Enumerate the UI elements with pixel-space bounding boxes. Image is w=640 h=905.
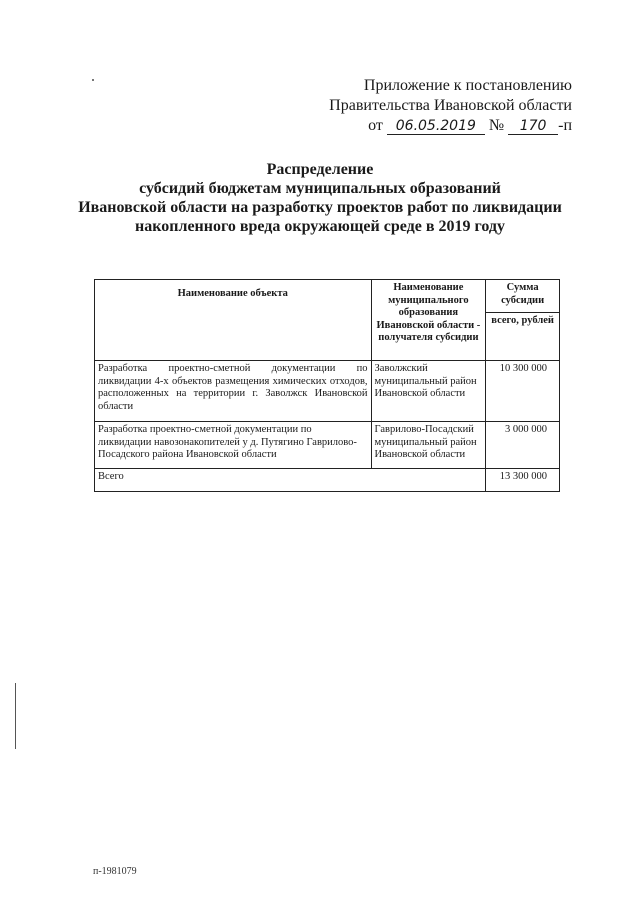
appendix-line-1: Приложение к постановлению: [363, 77, 572, 94]
table-header-row: [95, 280, 560, 313]
title-line-4: накопленного вреда окружающей среде в 2019 году: [135, 218, 505, 235]
number-label: №: [488, 117, 505, 134]
handwritten-date: 06.05.2019: [387, 118, 485, 135]
header-sum-sub: всего, рублей: [486, 313, 560, 361]
row-municipality: Заволжский муниципальный район Ивановской области: [371, 361, 486, 422]
appendix-header: [329, 76, 572, 136]
header-object: Наименование объекта: [95, 280, 372, 361]
from-label: от: [368, 117, 383, 134]
table-row: [95, 361, 560, 422]
title-line-3: Ивановской области на разработку проектов работ по ликвидации: [78, 199, 562, 216]
total-label: Всего: [95, 469, 486, 492]
row-municipality: Гаврилово-Посадский муниципальный район Ивановской области: [371, 422, 486, 469]
row-object: Разработка проектно-сметной документации по ликвидации 4-х объектов размещения химических отходов, расположенных на территории г. Заволжск Ивановской области: [95, 361, 372, 422]
table-row: [95, 422, 560, 469]
appendix-line-2: Правительства Ивановской области: [329, 97, 572, 114]
row-sum: 10 300 000: [486, 361, 560, 422]
document-title: [0, 160, 640, 236]
document-code: п-1981079: [93, 866, 137, 877]
title-line-2: субсидий бюджетам муниципальных образований: [139, 180, 501, 197]
header-municipality: Наименование муниципального образования Ивановской области - получателя субсидии: [371, 280, 486, 361]
subsidy-distribution-table: [94, 279, 560, 492]
number-suffix: -п: [558, 117, 572, 134]
table-total-row: [95, 469, 560, 492]
header-sum: Сумма субсидии: [486, 280, 560, 313]
scan-margin-line: [15, 683, 16, 749]
scan-speck: [92, 79, 94, 81]
handwritten-number: 170: [508, 118, 558, 135]
appendix-date-line: [329, 116, 572, 136]
row-object: Разработка проектно-сметной документации по ликвидации навозонакопителей у д. Путягино Гаврилово-Посадского района Ивановской области: [95, 422, 372, 469]
row-sum: 3 000 000: [486, 422, 560, 469]
title-line-1: Распределение: [266, 161, 374, 178]
total-sum: 13 300 000: [486, 469, 560, 492]
